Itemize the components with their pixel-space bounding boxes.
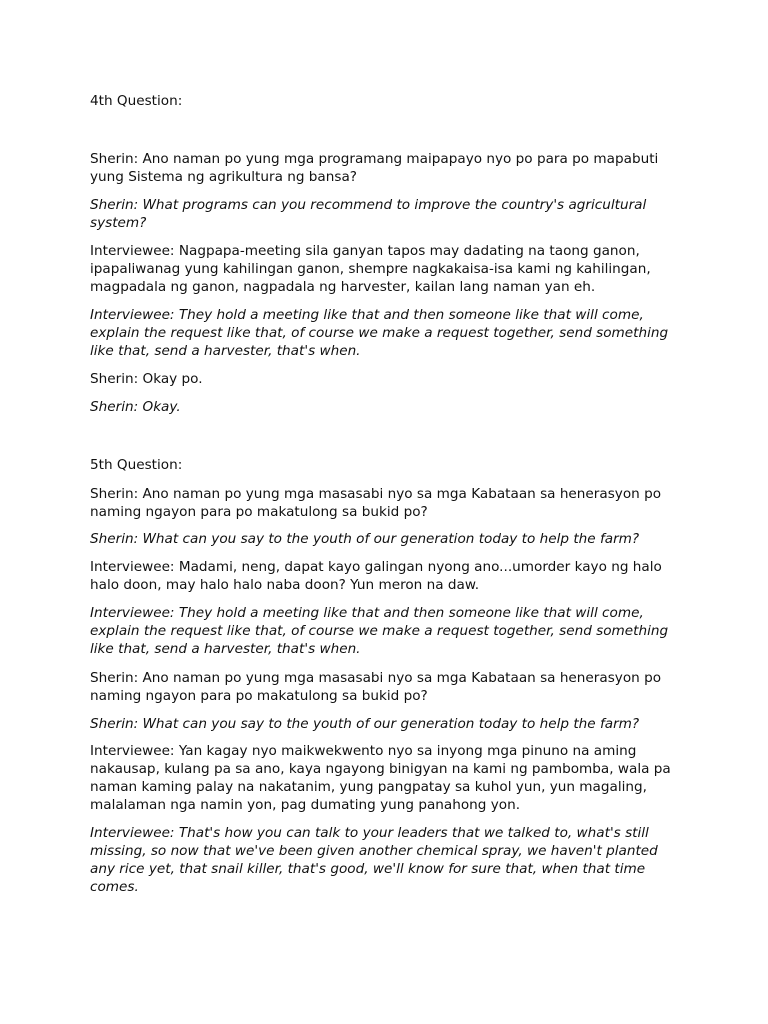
sherin-reply-tagalog: Sherin: Okay po. — [90, 371, 203, 387]
sherin-question-english: Sherin: What programs can you recommend to improve the country's agricultural system? — [90, 197, 647, 231]
interviewee-answer-english: Interviewee: That's how you can talk to your leaders that we talked to, what's still missing, so now that we've been given another chemical spray, we haven't planted any rice yet, that snail killer, that's good, we'll know for sure that, when that time comes. — [90, 825, 658, 895]
sherin-question-tagalog: Sherin: Ano naman po yung mga programang maipapayo nyo po para po mapabuti yung Sistema ng agrikultura ng bansa? — [90, 151, 659, 185]
sherin-question-tagalog: Sherin: Ano naman po yung mga masasabi nyo sa mga Kabataan sa henerasyon po naming ngayon para po makatulong sa bukid po? — [90, 486, 662, 520]
sherin-reply-english: Sherin: Okay. — [90, 399, 181, 415]
document-page — [90, 0, 680, 1024]
interviewee-answer-tagalog: Interviewee: Madami, neng, dapat kayo galingan nyong ano...umorder kayo ng halo halo doon, may halo halo naba doon? Yun meron na daw. — [90, 559, 662, 593]
interviewee-answer-english: Interviewee: They hold a meeting like that and then someone like that will come, explain the request like that, of course we make a request together, send something like that, send a harvester, that's when. — [90, 605, 669, 657]
sherin-question-english: Sherin: What can you say to the youth of our generation today to help the farm? — [90, 716, 640, 732]
question-5-heading: 5th Question: — [90, 457, 183, 473]
interviewee-answer-english: Interviewee: They hold a meeting like that and then someone like that will come, explain the request like that, of course we make a request together, send something like that, send a harvester, that's when. — [90, 307, 669, 359]
question-4-heading: 4th Question: — [90, 93, 183, 109]
sherin-question-tagalog: Sherin: Ano naman po yung mga masasabi nyo sa mga Kabataan sa henerasyon po naming ngayon para po makatulong sa bukid po? — [90, 670, 662, 704]
interviewee-answer-tagalog: Interviewee: Yan kagay nyo maikwekwento nyo sa inyong mga pinuno na aming nakausap, kulang pa sa ano, kaya ngayong binigyan na kami ng pambomba, wala pa naman kaming palay na nakatanim, yung pangpatay sa kuhol yun, yun magaling, malalaman nga namin yon, pag dumating yung panahong yon. — [90, 743, 671, 813]
sherin-question-english: Sherin: What can you say to the youth of our generation today to help the farm? — [90, 531, 640, 547]
interviewee-answer-tagalog: Interviewee: Nagpapa-meeting sila ganyan tapos may dadating na taong ganon, ipapaliwanag yung kahilingan ganon, shempre nagkakaisa-isa kami ng kahilingan, magpadala ng ganon, nagpadala ng harvester, kailan lang naman yan eh. — [90, 243, 651, 295]
